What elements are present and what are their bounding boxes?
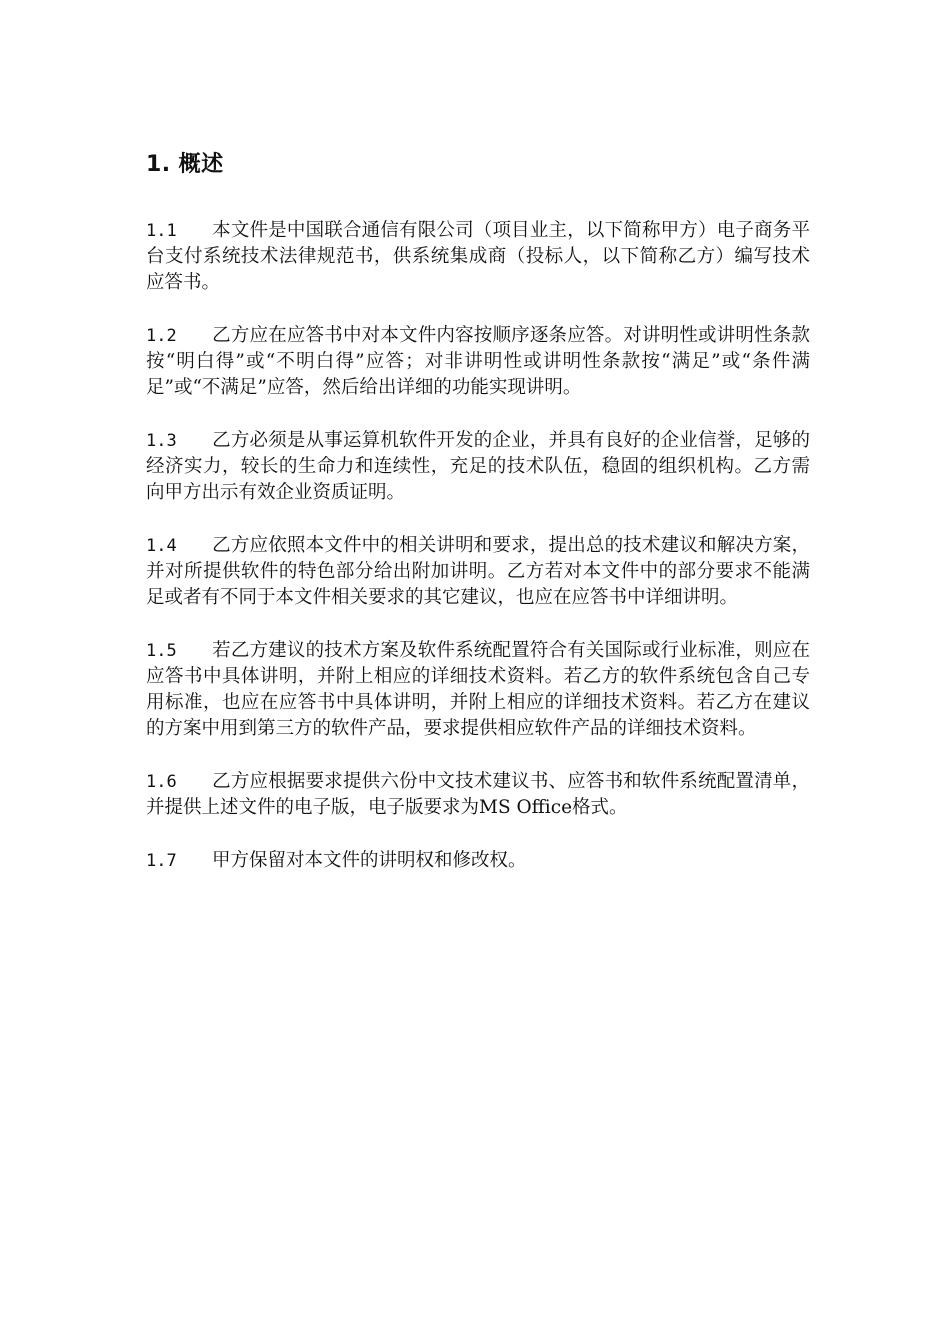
clause-text: 乙方应在应答书中对本文件内容按顺序逐条应答。对讲明性或讲明性条款按“明白得”或“不明白得”应答；对非讲明性或讲明性条款按“满足”或“条件满足”或“不满足”应答，然后给出详细的功能实现讲明。 — [146, 325, 810, 398]
clause-number: 1.4 — [146, 536, 177, 556]
clause-text: 本文件是中国联合通信有限公司（项目业主，以下简称甲方）电子商务平台支付系统技术法律规范书，供系统集成商（投标人，以下简称乙方）编写技术应答书。 — [146, 220, 810, 293]
clause-number: 1.6 — [146, 772, 177, 792]
section-heading — [146, 150, 224, 180]
clause-number: 1.5 — [146, 641, 177, 661]
section-number: 1. — [146, 152, 171, 177]
clause-number: 1.3 — [146, 431, 177, 451]
clause-paragraph — [146, 533, 810, 611]
clause-paragraph — [146, 428, 810, 506]
clause-paragraph — [146, 323, 810, 401]
clause-paragraph — [146, 848, 810, 874]
clause-text: 乙方必须是从事运算机软件开发的企业，并具有良好的企业信誉，足够的经济实力，较长的生命力和连续性，充足的技术队伍，稳固的组织机构。乙方需向甲方出示有效企业资质证明。 — [146, 430, 810, 503]
clause-text: 甲方保留对本文件的讲明权和修改权。 — [212, 850, 527, 871]
clause-text: 乙方应根据要求提供六份中文技术建议书、应答书和软件系统配置清单，并提供上述文件的电子版，电子版要求为MS Office格式。 — [146, 771, 810, 818]
clause-number: 1.2 — [146, 326, 177, 346]
clause-paragraph — [146, 769, 810, 821]
clause-number: 1.7 — [146, 851, 177, 871]
section-title: 概述 — [178, 152, 224, 177]
clause-text: 乙方应依照本文件中的相关讲明和要求，提出总的技术建议和解决方案，并对所提供软件的特色部分给出附加讲明。乙方若对本文件中的部分要求不能满足或者有不同于本文件相关要求的其它建议，也应在应答书中详细讲明。 — [146, 535, 810, 608]
clause-paragraph — [146, 638, 810, 742]
clause-text: 若乙方建议的技术方案及软件系统配置符合有关国际或行业标准，则应在应答书中具体讲明，并附上相应的详细技术资料。若乙方的软件系统包含自己专用标准，也应在应答书中具体讲明，并附上相应的详细技术资料。若乙方在建议的方案中用到第三方的软件产品，要求提供相应软件产品的详细技术资料。 — [146, 640, 810, 739]
clause-number: 1.1 — [146, 221, 177, 241]
clause-paragraph — [146, 218, 810, 296]
clause-list — [146, 218, 810, 901]
